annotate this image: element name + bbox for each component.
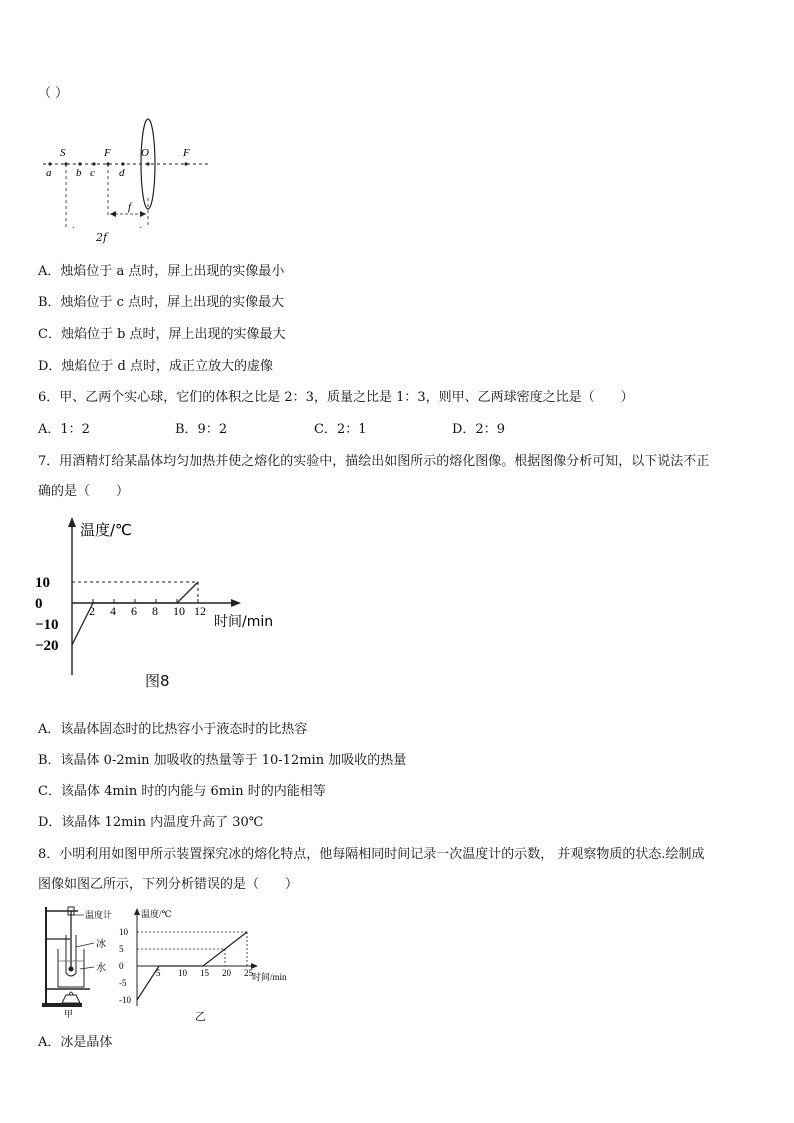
q5-paren: （ ） — [38, 86, 69, 101]
melting-chart-q8 — [115, 906, 290, 1016]
q5-option-d: D．烛焰位于 d 点时，成正立放大的虚像 — [38, 359, 274, 374]
q7-option-c: C．该晶体 4min 时的内能与 6min 时的内能相等 — [38, 784, 326, 799]
label-S: S — [60, 147, 66, 159]
label-b: b — [76, 167, 82, 179]
q7-option-b: B．该晶体 0-2min 加吸收的热量等于 10-12min 加吸收的热量 — [38, 753, 407, 768]
q8-figure-caption: 乙 — [195, 1010, 206, 1023]
y-tick-label: 10 — [119, 927, 128, 937]
x-tick-label: 10 — [173, 604, 185, 618]
q8-stem-line1: 8．小明利用如图甲所示装置探究冰的熔化特点，他每隔相同时间记录一次温度计的示数， 并观察物质的状态.绘制成 — [38, 847, 705, 862]
q6-stem: 6．甲、乙两个实心球，它们的体积之比是 2：3，质量之比是 1：3，则甲、乙两球密度之比是（ ） — [38, 390, 634, 405]
x-tick-label: 6 — [131, 604, 137, 618]
label-F-right: F — [183, 147, 190, 159]
x-axis-label: 时间/min — [252, 972, 287, 982]
x-axis-label: 时间/min — [214, 614, 274, 630]
q5-option-b: B．烛焰位于 c 点时，屏上出现的实像最大 — [38, 295, 285, 310]
lens-diagram — [38, 118, 218, 228]
label-f: f — [128, 201, 132, 213]
q5-option-a: A．烛焰位于 a 点时，屏上出现的实像最小 — [38, 264, 285, 279]
label-O: O — [141, 147, 149, 159]
label-F-left: F — [104, 147, 111, 159]
label-c: c — [90, 167, 95, 179]
melting-chart-q7 — [30, 515, 290, 690]
x-tick-label: 4 — [110, 604, 116, 618]
x-tick-label: 25 — [244, 968, 253, 978]
y-tick-label: 0 — [35, 596, 43, 612]
y-axis-label: 温度/℃ — [141, 909, 172, 919]
label-d: d — [119, 167, 125, 179]
y-tick-label: 5 — [119, 944, 124, 954]
q6-option-d: D．2：9 — [452, 422, 505, 437]
y-axis-arrow — [134, 908, 140, 915]
q6-option-b: B．9：2 — [175, 422, 228, 437]
y-tick-label: −10 — [35, 617, 59, 633]
x-tick-label: 15 — [200, 968, 209, 978]
label-thermometer: 温度计 — [85, 911, 113, 921]
x-tick-label: 10 — [178, 968, 187, 978]
q8-option-a: A．冰是晶体 — [38, 1035, 113, 1050]
label-jia: 甲 — [64, 1010, 74, 1018]
q7-stem-line1: 7．用酒精灯给某晶体均匀加热并使之熔化的实验中，描绘出如图所示的熔化图像。根据图像分析可知，以下说法不正 — [38, 454, 710, 469]
label-a: a — [46, 167, 52, 179]
q7-option-d: D．该晶体 12min 内温度升高了 30℃ — [38, 815, 264, 830]
y-tick-label: −20 — [35, 638, 59, 654]
q7-stem-line2: 确的是（ ） — [38, 484, 130, 499]
q6-option-c: C．2：1 — [314, 422, 367, 437]
x-tick-label: 20 — [222, 968, 231, 978]
x-tick-label: 5 — [156, 968, 161, 978]
q8-stem-line2: 图像如图乙所示，下列分析错误的是（ ） — [38, 877, 299, 892]
y-tick-label: 10 — [35, 575, 50, 591]
q5-option-c: C．烛焰位于 b 点时，屏上出现的实像最大 — [38, 327, 286, 342]
y-axis-arrow — [68, 517, 76, 527]
q7-option-a: A．该晶体固态时的比热容小于液态时的比热容 — [38, 722, 308, 737]
y-tick-label: -5 — [119, 978, 127, 988]
x-tick-label: 8 — [152, 604, 158, 618]
x-tick-label: 12 — [194, 604, 206, 618]
y-axis-label: 温度/℃ — [80, 521, 132, 539]
y-tick-label: -10 — [119, 995, 131, 1005]
y-tick-label: 0 — [119, 961, 124, 971]
x-axis-arrow — [231, 599, 241, 607]
q7-figure-caption: 图8 — [145, 672, 170, 690]
label-ice: 冰 — [96, 939, 106, 950]
label-2f: 2f — [96, 231, 108, 244]
label-water: 水 — [96, 963, 106, 974]
q6-option-a: A．1：2 — [38, 422, 90, 437]
x-tick-label: 2 — [89, 604, 95, 618]
